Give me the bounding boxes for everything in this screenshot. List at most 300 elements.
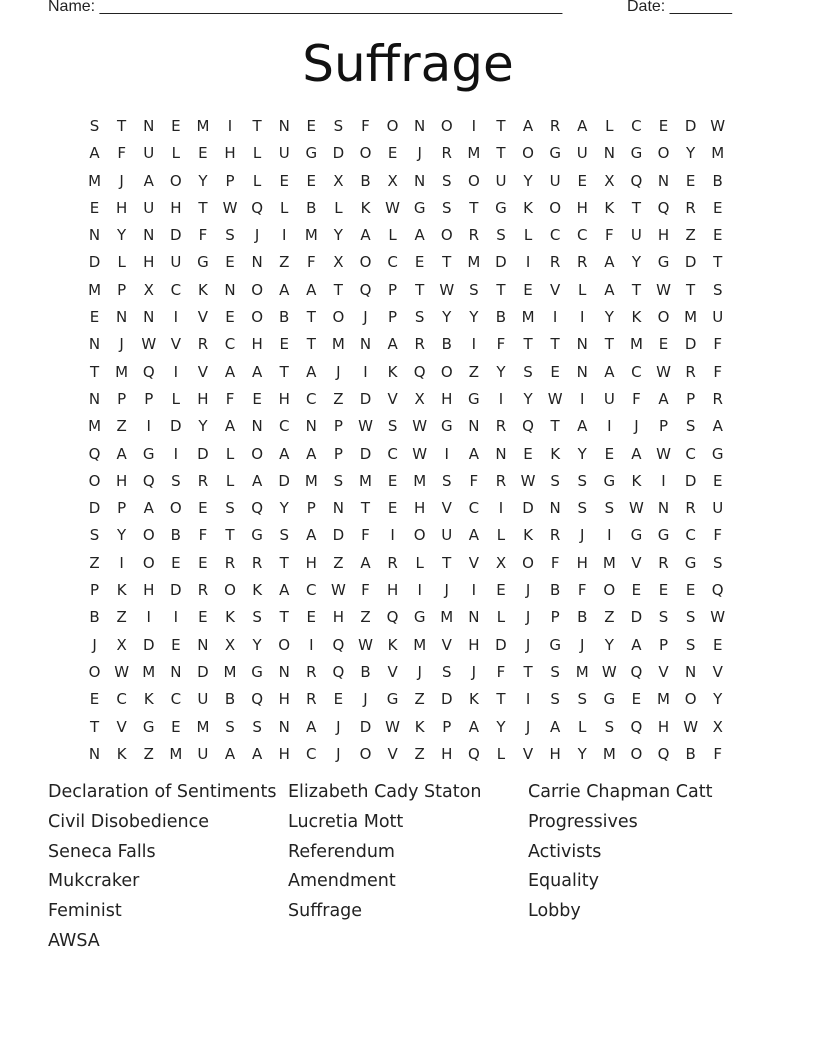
grid-letter[interactable]: E bbox=[198, 608, 208, 627]
grid-letter[interactable]: J bbox=[634, 417, 639, 436]
grid-letter[interactable]: S bbox=[414, 308, 425, 327]
grid-letter[interactable]: C bbox=[549, 226, 561, 245]
grid-letter[interactable]: T bbox=[713, 253, 723, 272]
grid-letter[interactable]: Y bbox=[333, 226, 343, 245]
grid-letter[interactable]: J bbox=[92, 635, 97, 654]
grid-letter[interactable]: T bbox=[360, 499, 371, 518]
grid-letter[interactable]: V bbox=[441, 635, 452, 654]
grid-letter[interactable]: N bbox=[224, 280, 236, 299]
grid-letter[interactable]: L bbox=[252, 171, 262, 190]
grid-letter[interactable]: D bbox=[332, 144, 345, 163]
grid-letter[interactable]: O bbox=[224, 581, 236, 600]
grid-letter[interactable]: O bbox=[603, 581, 616, 600]
grid-letter[interactable]: I bbox=[580, 389, 585, 408]
grid-letter[interactable]: M bbox=[602, 553, 616, 572]
grid-letter[interactable]: B bbox=[685, 744, 696, 763]
grid-letter[interactable]: S bbox=[604, 499, 615, 518]
grid-letter[interactable]: A bbox=[712, 417, 723, 436]
grid-letter[interactable]: S bbox=[550, 690, 560, 709]
grid-letter[interactable]: L bbox=[496, 744, 506, 763]
grid-letter[interactable]: R bbox=[495, 417, 507, 436]
grid-letter[interactable]: K bbox=[387, 362, 398, 381]
grid-letter[interactable]: M bbox=[602, 744, 616, 763]
grid-letter[interactable]: B bbox=[306, 198, 317, 217]
grid-letter[interactable]: S bbox=[550, 471, 560, 490]
grid-letter[interactable]: M bbox=[142, 662, 156, 681]
grid-letter[interactable]: R bbox=[549, 253, 561, 272]
grid-letter[interactable]: Q bbox=[711, 581, 724, 600]
grid-letter[interactable]: Q bbox=[88, 444, 101, 463]
grid-letter[interactable]: T bbox=[550, 417, 560, 436]
grid-letter[interactable]: A bbox=[143, 499, 154, 518]
grid-letter[interactable]: W bbox=[330, 581, 346, 600]
grid-letter[interactable]: G bbox=[413, 198, 426, 217]
grid-letter[interactable]: E bbox=[496, 581, 506, 600]
grid-letter[interactable]: B bbox=[360, 662, 371, 681]
grid-letter[interactable]: T bbox=[496, 117, 506, 135]
grid-letter[interactable]: M bbox=[88, 171, 102, 190]
grid-letter[interactable]: X bbox=[333, 253, 344, 272]
grid-letter[interactable]: Z bbox=[333, 389, 344, 408]
grid-letter[interactable]: E bbox=[577, 171, 587, 190]
grid-letter[interactable]: H bbox=[576, 553, 588, 572]
grid-letter[interactable]: E bbox=[306, 117, 317, 135]
grid-letter[interactable]: B bbox=[712, 171, 723, 190]
grid-letter[interactable]: L bbox=[117, 253, 126, 272]
grid-letter[interactable]: E bbox=[225, 308, 235, 327]
grid-letter[interactable]: F bbox=[198, 526, 208, 545]
grid-letter[interactable]: K bbox=[198, 280, 208, 299]
grid-letter[interactable]: D bbox=[359, 389, 372, 408]
grid-letter[interactable]: J bbox=[417, 144, 422, 163]
grid-letter[interactable]: H bbox=[576, 198, 588, 217]
grid-letter[interactable]: G bbox=[630, 144, 643, 163]
grid-letter[interactable]: S bbox=[604, 717, 615, 736]
grid-letter[interactable]: I bbox=[471, 335, 477, 354]
grid-letter[interactable]: R bbox=[197, 471, 209, 490]
grid-letter[interactable]: B bbox=[224, 690, 236, 709]
grid-letter[interactable]: E bbox=[89, 690, 100, 709]
grid-letter[interactable]: E bbox=[171, 553, 181, 572]
grid-letter[interactable]: N bbox=[603, 144, 615, 163]
grid-letter[interactable]: U bbox=[712, 308, 724, 327]
grid-letter[interactable]: D bbox=[495, 253, 507, 272]
grid-letter[interactable]: O bbox=[522, 144, 534, 163]
grid-letter[interactable]: U bbox=[630, 226, 642, 245]
grid-letter[interactable]: G bbox=[197, 253, 209, 272]
grid-letter[interactable]: L bbox=[280, 198, 289, 217]
grid-letter[interactable]: Y bbox=[198, 171, 208, 190]
grid-letter[interactable]: D bbox=[630, 608, 643, 627]
grid-letter[interactable]: G bbox=[440, 417, 453, 436]
grid-letter[interactable]: G bbox=[468, 389, 480, 408]
grid-letter[interactable]: L bbox=[334, 198, 343, 217]
grid-letter[interactable]: N bbox=[278, 717, 290, 736]
grid-letter[interactable]: C bbox=[631, 362, 642, 381]
grid-letter[interactable]: H bbox=[468, 635, 480, 654]
grid-letter[interactable]: R bbox=[685, 499, 696, 518]
grid-letter[interactable]: Q bbox=[386, 608, 399, 627]
grid-letter[interactable]: A bbox=[143, 171, 154, 190]
grid-letter[interactable]: G bbox=[495, 198, 507, 217]
grid-letter[interactable]: K bbox=[360, 198, 371, 217]
grid-letter[interactable]: Q bbox=[630, 662, 643, 681]
grid-letter[interactable]: I bbox=[471, 581, 477, 600]
grid-letter[interactable]: I bbox=[146, 608, 151, 627]
grid-letter[interactable]: G bbox=[684, 553, 697, 572]
grid-letter[interactable]: E bbox=[225, 253, 235, 272]
grid-letter[interactable]: J bbox=[417, 662, 422, 681]
grid-letter[interactable]: N bbox=[143, 308, 155, 327]
grid-letter[interactable]: E bbox=[252, 389, 262, 408]
grid-letter[interactable]: Y bbox=[686, 144, 696, 163]
grid-letter[interactable]: C bbox=[306, 389, 317, 408]
grid-letter[interactable]: P bbox=[117, 389, 127, 408]
grid-letter[interactable]: D bbox=[142, 635, 155, 654]
grid-letter[interactable]: T bbox=[442, 553, 452, 572]
grid-letter[interactable]: Y bbox=[577, 444, 587, 463]
grid-letter[interactable]: A bbox=[360, 553, 371, 572]
grid-letter[interactable]: U bbox=[712, 499, 724, 518]
grid-letter[interactable]: G bbox=[657, 526, 670, 545]
grid-letter[interactable]: R bbox=[197, 335, 209, 354]
grid-letter[interactable]: U bbox=[603, 389, 615, 408]
grid-letter[interactable]: W bbox=[710, 117, 726, 135]
grid-letter[interactable]: O bbox=[169, 499, 182, 518]
grid-letter[interactable]: E bbox=[171, 717, 181, 736]
grid-letter[interactable]: X bbox=[604, 171, 615, 190]
grid-letter[interactable]: O bbox=[142, 553, 155, 572]
grid-letter[interactable]: S bbox=[279, 526, 289, 545]
grid-letter[interactable]: P bbox=[333, 417, 343, 436]
grid-letter[interactable]: C bbox=[224, 335, 236, 354]
grid-letter[interactable]: D bbox=[170, 226, 182, 245]
grid-letter[interactable]: Y bbox=[631, 253, 641, 272]
grid-letter[interactable]: R bbox=[685, 198, 696, 217]
grid-letter[interactable]: J bbox=[471, 662, 477, 681]
grid-letter[interactable]: C bbox=[468, 499, 480, 518]
grid-letter[interactable]: J bbox=[580, 635, 585, 654]
grid-letter[interactable]: K bbox=[252, 581, 263, 600]
grid-letter[interactable]: E bbox=[387, 471, 398, 490]
grid-letter[interactable]: D bbox=[170, 581, 182, 600]
grid-letter[interactable]: W bbox=[412, 417, 428, 436]
grid-letter[interactable]: Y bbox=[713, 690, 723, 709]
grid-letter[interactable]: S bbox=[712, 553, 723, 572]
grid-letter[interactable]: S bbox=[252, 717, 262, 736]
grid-letter[interactable]: J bbox=[444, 581, 449, 600]
grid-letter[interactable]: G bbox=[142, 717, 155, 736]
grid-letter[interactable]: F bbox=[361, 117, 370, 135]
grid-letter[interactable]: H bbox=[116, 471, 128, 490]
grid-letter[interactable]: T bbox=[225, 526, 235, 545]
grid-letter[interactable]: P bbox=[333, 444, 343, 463]
grid-letter[interactable]: I bbox=[607, 417, 612, 436]
grid-letter[interactable]: O bbox=[630, 744, 643, 763]
grid-letter[interactable]: F bbox=[496, 335, 506, 354]
grid-letter[interactable]: E bbox=[712, 226, 723, 245]
grid-letter[interactable]: T bbox=[604, 335, 614, 354]
grid-letter[interactable]: G bbox=[305, 144, 318, 163]
grid-letter[interactable]: Y bbox=[117, 226, 127, 245]
grid-letter[interactable]: P bbox=[658, 417, 669, 436]
grid-letter[interactable]: D bbox=[197, 662, 209, 681]
grid-letter[interactable]: J bbox=[254, 226, 260, 245]
grid-letter[interactable]: R bbox=[549, 526, 561, 545]
grid-letter[interactable]: S bbox=[685, 635, 696, 654]
grid-letter[interactable]: E bbox=[604, 444, 615, 463]
grid-letter[interactable]: O bbox=[251, 444, 264, 463]
grid-letter[interactable]: T bbox=[252, 117, 262, 135]
grid-letter[interactable]: F bbox=[632, 389, 641, 408]
grid-letter[interactable]: E bbox=[198, 553, 208, 572]
grid-letter[interactable]: W bbox=[547, 389, 563, 408]
grid-letter[interactable]: N bbox=[251, 417, 263, 436]
grid-letter[interactable]: I bbox=[525, 690, 531, 709]
grid-letter[interactable]: V bbox=[658, 662, 669, 681]
grid-letter[interactable]: A bbox=[360, 226, 371, 245]
grid-letter[interactable]: M bbox=[467, 253, 481, 272]
grid-letter[interactable]: I bbox=[281, 226, 287, 245]
grid-letter[interactable]: Z bbox=[89, 553, 100, 572]
grid-letter[interactable]: C bbox=[306, 581, 317, 600]
grid-letter[interactable]: Q bbox=[413, 362, 426, 381]
grid-letter[interactable]: A bbox=[468, 526, 479, 545]
grid-letter[interactable]: E bbox=[631, 581, 642, 600]
grid-letter[interactable]: M bbox=[304, 471, 318, 490]
grid-letter[interactable]: M bbox=[169, 744, 183, 763]
grid-letter[interactable]: O bbox=[142, 526, 155, 545]
grid-letter[interactable]: N bbox=[414, 171, 426, 190]
grid-letter[interactable]: I bbox=[661, 471, 666, 490]
grid-letter[interactable]: G bbox=[251, 662, 263, 681]
grid-letter[interactable]: S bbox=[577, 471, 587, 490]
grid-letter[interactable]: H bbox=[224, 144, 236, 163]
grid-letter[interactable]: N bbox=[88, 335, 101, 354]
grid-letter[interactable]: A bbox=[468, 444, 479, 463]
grid-letter[interactable]: A bbox=[279, 280, 290, 299]
grid-letter[interactable]: M bbox=[223, 662, 237, 681]
grid-letter[interactable]: F bbox=[713, 362, 723, 381]
grid-letter[interactable]: Q bbox=[251, 499, 264, 518]
grid-letter[interactable]: J bbox=[525, 608, 531, 627]
grid-letter[interactable]: R bbox=[685, 362, 696, 381]
grid-letter[interactable]: L bbox=[496, 608, 506, 627]
grid-letter[interactable]: P bbox=[658, 635, 669, 654]
grid-letter[interactable]: A bbox=[306, 526, 317, 545]
grid-letter[interactable]: G bbox=[657, 253, 670, 272]
grid-letter[interactable]: Y bbox=[252, 635, 262, 654]
grid-letter[interactable]: M bbox=[115, 362, 129, 381]
grid-letter[interactable]: E bbox=[685, 171, 696, 190]
grid-letter[interactable]: N bbox=[197, 635, 209, 654]
grid-letter[interactable]: T bbox=[496, 690, 506, 709]
grid-letter[interactable]: H bbox=[657, 226, 670, 245]
grid-letter[interactable]: R bbox=[306, 662, 317, 681]
grid-letter[interactable]: U bbox=[495, 171, 507, 190]
grid-letter[interactable]: H bbox=[441, 744, 453, 763]
grid-letter[interactable]: Z bbox=[116, 417, 127, 436]
grid-letter[interactable]: R bbox=[577, 253, 588, 272]
grid-letter[interactable]: J bbox=[525, 581, 531, 600]
grid-letter[interactable]: S bbox=[496, 226, 506, 245]
grid-letter[interactable]: U bbox=[278, 144, 290, 163]
grid-letter[interactable]: I bbox=[173, 308, 179, 327]
grid-letter[interactable]: W bbox=[656, 280, 671, 299]
grid-letter[interactable]: T bbox=[496, 144, 506, 163]
grid-letter[interactable]: Q bbox=[522, 417, 534, 436]
grid-letter[interactable]: X bbox=[224, 635, 236, 654]
grid-letter[interactable]: E bbox=[712, 635, 723, 654]
grid-letter[interactable]: J bbox=[363, 308, 368, 327]
grid-letter[interactable]: A bbox=[251, 744, 263, 763]
grid-letter[interactable]: E bbox=[279, 335, 289, 354]
grid-letter[interactable]: M bbox=[684, 308, 698, 327]
grid-letter[interactable]: M bbox=[413, 635, 427, 654]
grid-letter[interactable]: W bbox=[141, 335, 157, 354]
grid-letter[interactable]: K bbox=[631, 308, 642, 327]
grid-letter[interactable]: S bbox=[442, 198, 452, 217]
grid-letter[interactable]: J bbox=[580, 526, 585, 545]
grid-letter[interactable]: L bbox=[605, 117, 614, 135]
grid-letter[interactable]: N bbox=[88, 744, 101, 763]
grid-letter[interactable]: Q bbox=[142, 362, 155, 381]
grid-letter[interactable]: S bbox=[523, 362, 533, 381]
grid-letter[interactable]: M bbox=[711, 144, 725, 163]
grid-letter[interactable]: O bbox=[359, 253, 372, 272]
grid-letter[interactable]: N bbox=[468, 608, 480, 627]
grid-letter[interactable]: N bbox=[332, 499, 344, 518]
grid-letter[interactable]: B bbox=[549, 581, 561, 600]
grid-letter[interactable]: P bbox=[117, 280, 127, 299]
grid-letter[interactable]: L bbox=[523, 226, 533, 245]
grid-letter[interactable]: D bbox=[332, 526, 345, 545]
grid-letter[interactable]: T bbox=[198, 198, 208, 217]
grid-letter[interactable]: E bbox=[306, 608, 317, 627]
grid-letter[interactable]: I bbox=[417, 581, 422, 600]
grid-letter[interactable]: X bbox=[495, 553, 507, 572]
grid-letter[interactable]: R bbox=[468, 226, 480, 245]
grid-letter[interactable]: E bbox=[631, 690, 642, 709]
grid-letter[interactable]: J bbox=[363, 690, 368, 709]
grid-letter[interactable]: L bbox=[225, 471, 235, 490]
grid-letter[interactable]: K bbox=[225, 608, 235, 627]
grid-letter[interactable]: H bbox=[441, 389, 453, 408]
grid-letter[interactable]: C bbox=[387, 444, 398, 463]
grid-letter[interactable]: L bbox=[578, 280, 587, 299]
grid-letter[interactable]: K bbox=[523, 526, 533, 545]
grid-letter[interactable]: U bbox=[197, 744, 209, 763]
grid-letter[interactable]: T bbox=[279, 362, 289, 381]
grid-letter[interactable]: V bbox=[197, 308, 209, 327]
grid-letter[interactable]: I bbox=[471, 117, 477, 135]
grid-letter[interactable]: W bbox=[385, 717, 400, 736]
grid-letter[interactable]: R bbox=[387, 553, 398, 572]
grid-letter[interactable]: I bbox=[173, 362, 179, 381]
grid-letter[interactable]: A bbox=[279, 444, 290, 463]
grid-letter[interactable]: D bbox=[88, 499, 101, 518]
grid-letter[interactable]: G bbox=[711, 444, 724, 463]
grid-letter[interactable]: W bbox=[358, 635, 373, 654]
grid-letter[interactable]: I bbox=[227, 117, 233, 135]
grid-letter[interactable]: A bbox=[604, 362, 615, 381]
grid-letter[interactable]: J bbox=[525, 635, 531, 654]
grid-letter[interactable]: E bbox=[658, 581, 669, 600]
grid-letter[interactable]: N bbox=[143, 117, 155, 135]
grid-letter[interactable]: I bbox=[363, 362, 368, 381]
grid-letter[interactable]: N bbox=[116, 308, 128, 327]
grid-letter[interactable]: M bbox=[440, 608, 454, 627]
grid-letter[interactable]: W bbox=[656, 444, 671, 463]
grid-letter[interactable]: S bbox=[225, 717, 235, 736]
grid-letter[interactable]: W bbox=[601, 662, 617, 681]
grid-letter[interactable]: Y bbox=[496, 362, 506, 381]
grid-letter[interactable]: I bbox=[390, 526, 395, 545]
grid-letter[interactable]: S bbox=[685, 608, 696, 627]
grid-letter[interactable]: K bbox=[116, 581, 127, 600]
grid-letter[interactable]: L bbox=[225, 444, 235, 463]
grid-letter[interactable]: E bbox=[658, 117, 669, 135]
grid-letter[interactable]: L bbox=[496, 526, 506, 545]
grid-letter[interactable]: N bbox=[657, 499, 670, 518]
grid-letter[interactable]: Q bbox=[657, 744, 670, 763]
grid-letter[interactable]: L bbox=[388, 226, 397, 245]
grid-letter[interactable]: S bbox=[442, 662, 452, 681]
grid-letter[interactable]: G bbox=[549, 144, 561, 163]
grid-letter[interactable]: N bbox=[170, 662, 182, 681]
grid-letter[interactable]: R bbox=[441, 144, 452, 163]
grid-letter[interactable]: W bbox=[114, 662, 130, 681]
grid-letter[interactable]: V bbox=[631, 553, 642, 572]
grid-letter[interactable]: H bbox=[278, 389, 290, 408]
grid-letter[interactable]: N bbox=[549, 499, 561, 518]
grid-letter[interactable]: H bbox=[278, 690, 290, 709]
grid-letter[interactable]: Q bbox=[251, 198, 264, 217]
grid-letter[interactable]: E bbox=[198, 144, 208, 163]
grid-letter[interactable]: M bbox=[196, 717, 210, 736]
grid-letter[interactable]: T bbox=[279, 608, 289, 627]
grid-letter[interactable]: U bbox=[441, 526, 453, 545]
grid-letter[interactable]: U bbox=[549, 171, 561, 190]
grid-letter[interactable]: A bbox=[116, 444, 127, 463]
grid-letter[interactable]: F bbox=[306, 253, 316, 272]
grid-letter[interactable]: Q bbox=[657, 198, 670, 217]
grid-letter[interactable]: A bbox=[251, 471, 263, 490]
grid-letter[interactable]: K bbox=[116, 744, 127, 763]
grid-letter[interactable]: H bbox=[197, 389, 209, 408]
grid-letter[interactable]: G bbox=[413, 608, 426, 627]
grid-letter[interactable]: T bbox=[686, 280, 696, 299]
grid-letter[interactable]: I bbox=[498, 499, 504, 518]
grid-letter[interactable]: A bbox=[306, 362, 317, 381]
grid-letter[interactable]: F bbox=[605, 226, 614, 245]
grid-letter[interactable]: H bbox=[657, 717, 670, 736]
grid-letter[interactable]: S bbox=[577, 499, 587, 518]
grid-letter[interactable]: U bbox=[143, 198, 155, 217]
grid-letter[interactable]: V bbox=[387, 744, 398, 763]
grid-letter[interactable]: T bbox=[496, 280, 506, 299]
grid-letter[interactable]: Y bbox=[523, 171, 533, 190]
grid-letter[interactable]: O bbox=[169, 171, 182, 190]
grid-letter[interactable]: C bbox=[576, 226, 588, 245]
grid-letter[interactable]: J bbox=[336, 744, 341, 763]
grid-letter[interactable]: V bbox=[712, 662, 723, 681]
grid-letter[interactable]: O bbox=[251, 280, 264, 299]
grid-letter[interactable]: F bbox=[496, 662, 506, 681]
grid-letter[interactable]: A bbox=[550, 717, 561, 736]
grid-letter[interactable]: D bbox=[495, 635, 507, 654]
grid-letter[interactable]: P bbox=[144, 389, 154, 408]
